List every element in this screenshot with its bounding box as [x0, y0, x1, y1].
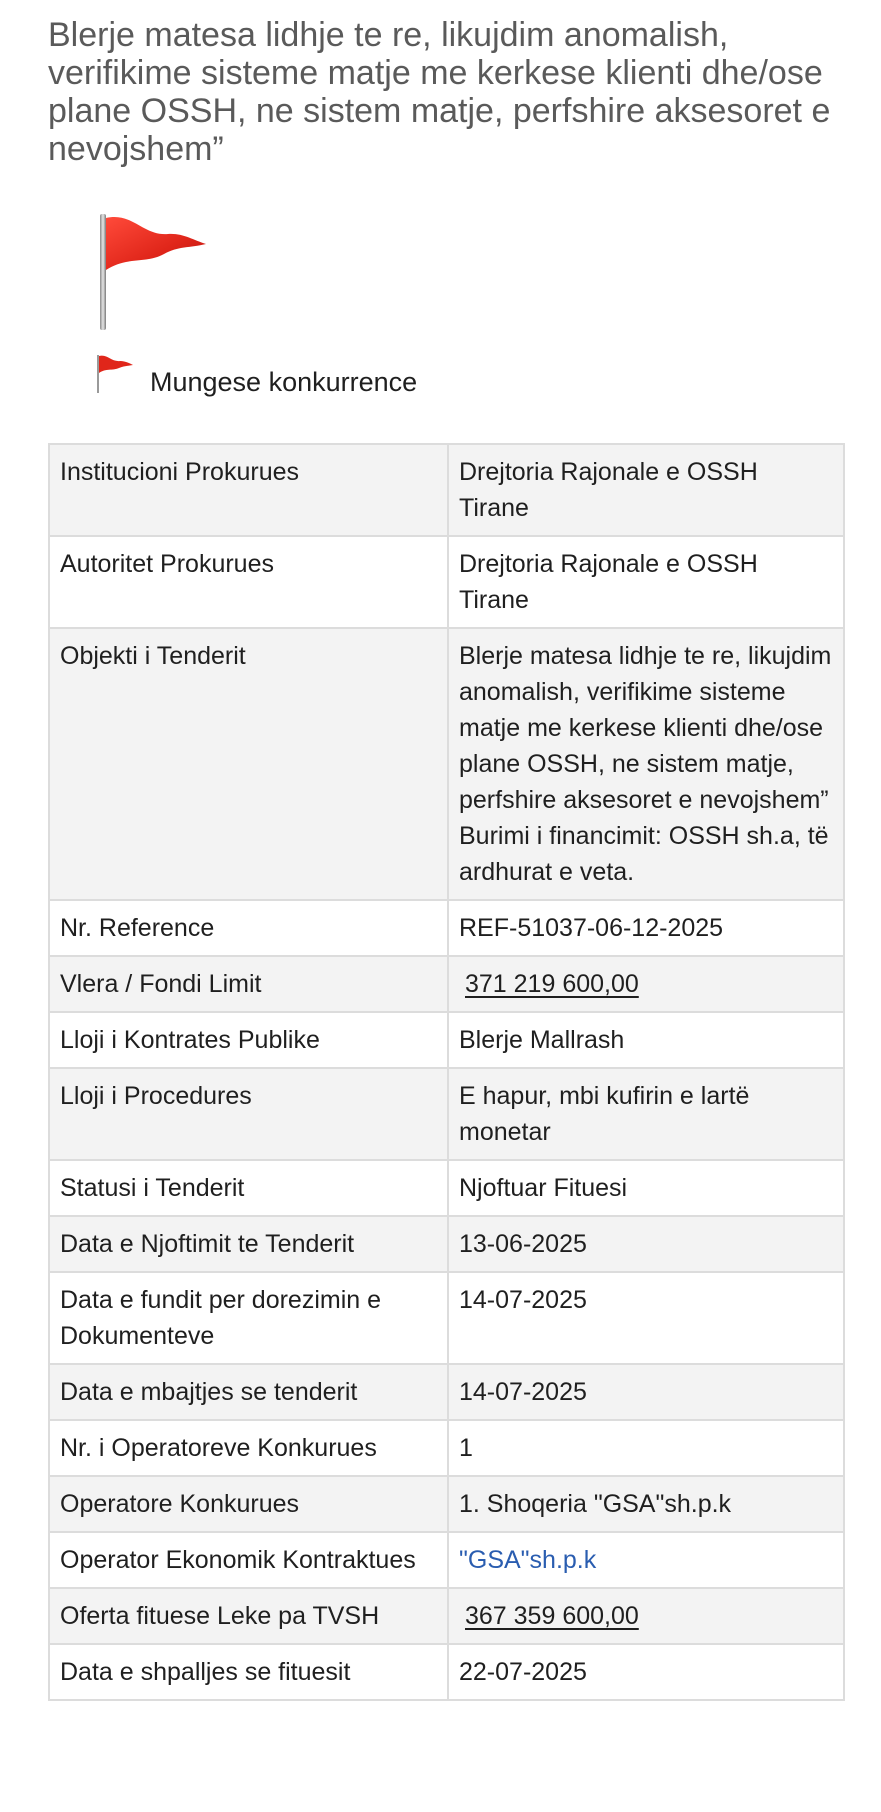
- contractor-link[interactable]: "GSA"sh.p.k: [459, 1546, 597, 1574]
- row-value: Drejtoria Rajonale e OSSH Tirane: [448, 444, 844, 536]
- funding-source-text: Burimi i financimit: OSSH sh.a, të ardhurat e veta.: [459, 822, 829, 886]
- row-label: Lloji i Kontrates Publike: [49, 1012, 448, 1068]
- winning-offer-link[interactable]: 367 359 600,00: [465, 1602, 639, 1630]
- table-row: [49, 1364, 844, 1420]
- row-value: 1. Shoqeria "GSA"sh.p.k: [448, 1476, 844, 1532]
- row-label: Data e shpalljes se fituesit: [49, 1644, 448, 1700]
- table-row: [49, 1644, 844, 1700]
- row-value: [448, 1588, 844, 1644]
- row-label: Statusi i Tenderit: [49, 1160, 448, 1216]
- row-value: [448, 628, 844, 900]
- row-value: [448, 1532, 844, 1588]
- table-row: [49, 900, 844, 956]
- table-row: [49, 1588, 844, 1644]
- table-row: [49, 444, 844, 536]
- row-label: Oferta fituese Leke pa TVSH: [49, 1588, 448, 1644]
- table-row: [49, 1476, 844, 1532]
- row-value: [448, 956, 844, 1012]
- table-row: [49, 628, 844, 900]
- table-row: [49, 1420, 844, 1476]
- row-value: 1: [448, 1420, 844, 1476]
- table-row: [49, 1160, 844, 1216]
- table-row: [49, 1216, 844, 1272]
- row-value: Njoftuar Fituesi: [448, 1160, 844, 1216]
- row-label: Nr. i Operatoreve Konkurues: [49, 1420, 448, 1476]
- row-value: 22-07-2025: [448, 1644, 844, 1700]
- row-value: Blerje Mallrash: [448, 1012, 844, 1068]
- table-row: [49, 536, 844, 628]
- fund-limit-link[interactable]: 371 219 600,00: [465, 970, 639, 998]
- row-label: Operator Ekonomik Kontraktues: [49, 1532, 448, 1588]
- row-label: Institucioni Prokurues: [49, 444, 448, 536]
- flag-label: Mungese konkurrence: [150, 367, 418, 397]
- table-row: [49, 1012, 844, 1068]
- row-value: Drejtoria Rajonale e OSSH Tirane: [448, 536, 844, 628]
- table-row: [49, 1272, 844, 1364]
- row-label: Lloji i Procedures: [49, 1068, 448, 1160]
- tender-details-table: [48, 443, 845, 1701]
- row-value: 14-07-2025: [448, 1364, 844, 1420]
- row-label: Nr. Reference: [49, 900, 448, 956]
- row-label: Vlera / Fondi Limit: [49, 956, 448, 1012]
- row-label: Data e Njoftimit te Tenderit: [49, 1216, 448, 1272]
- row-label: Data e fundit per dorezimin e Dokumenteve: [49, 1272, 448, 1364]
- row-label: Operatore Konkurues: [49, 1476, 448, 1532]
- row-label: Objekti i Tenderit: [49, 628, 448, 900]
- red-flag-icon: [98, 214, 218, 334]
- table-row: [49, 956, 844, 1012]
- row-value: REF-51037-06-12-2025: [448, 900, 844, 956]
- row-value: E hapur, mbi kufirin e lartë monetar: [448, 1068, 844, 1160]
- red-flag-small-icon: [96, 354, 136, 394]
- table-row: [49, 1532, 844, 1588]
- tender-object-text: Blerje matesa lidhje te re, likujdim anomalish, verifikime sisteme matje me kerkese klienti dhe/ose plane OSSH, ne sistem matje, perfshire aksesoret e nevojshem”: [459, 642, 832, 814]
- row-value: 13-06-2025: [448, 1216, 844, 1272]
- row-label: Data e mbajtjes se tenderit: [49, 1364, 448, 1420]
- page-title: Blerje matesa lidhje te re, likujdim anomalish, verifikime sisteme matje me kerkese klienti dhe/ose plane OSSH, ne sistem matje, perfshire aksesoret e nevojshem”: [48, 16, 831, 168]
- row-label: Autoritet Prokurues: [49, 536, 448, 628]
- row-value: 14-07-2025: [448, 1272, 844, 1364]
- table-row: [49, 1068, 844, 1160]
